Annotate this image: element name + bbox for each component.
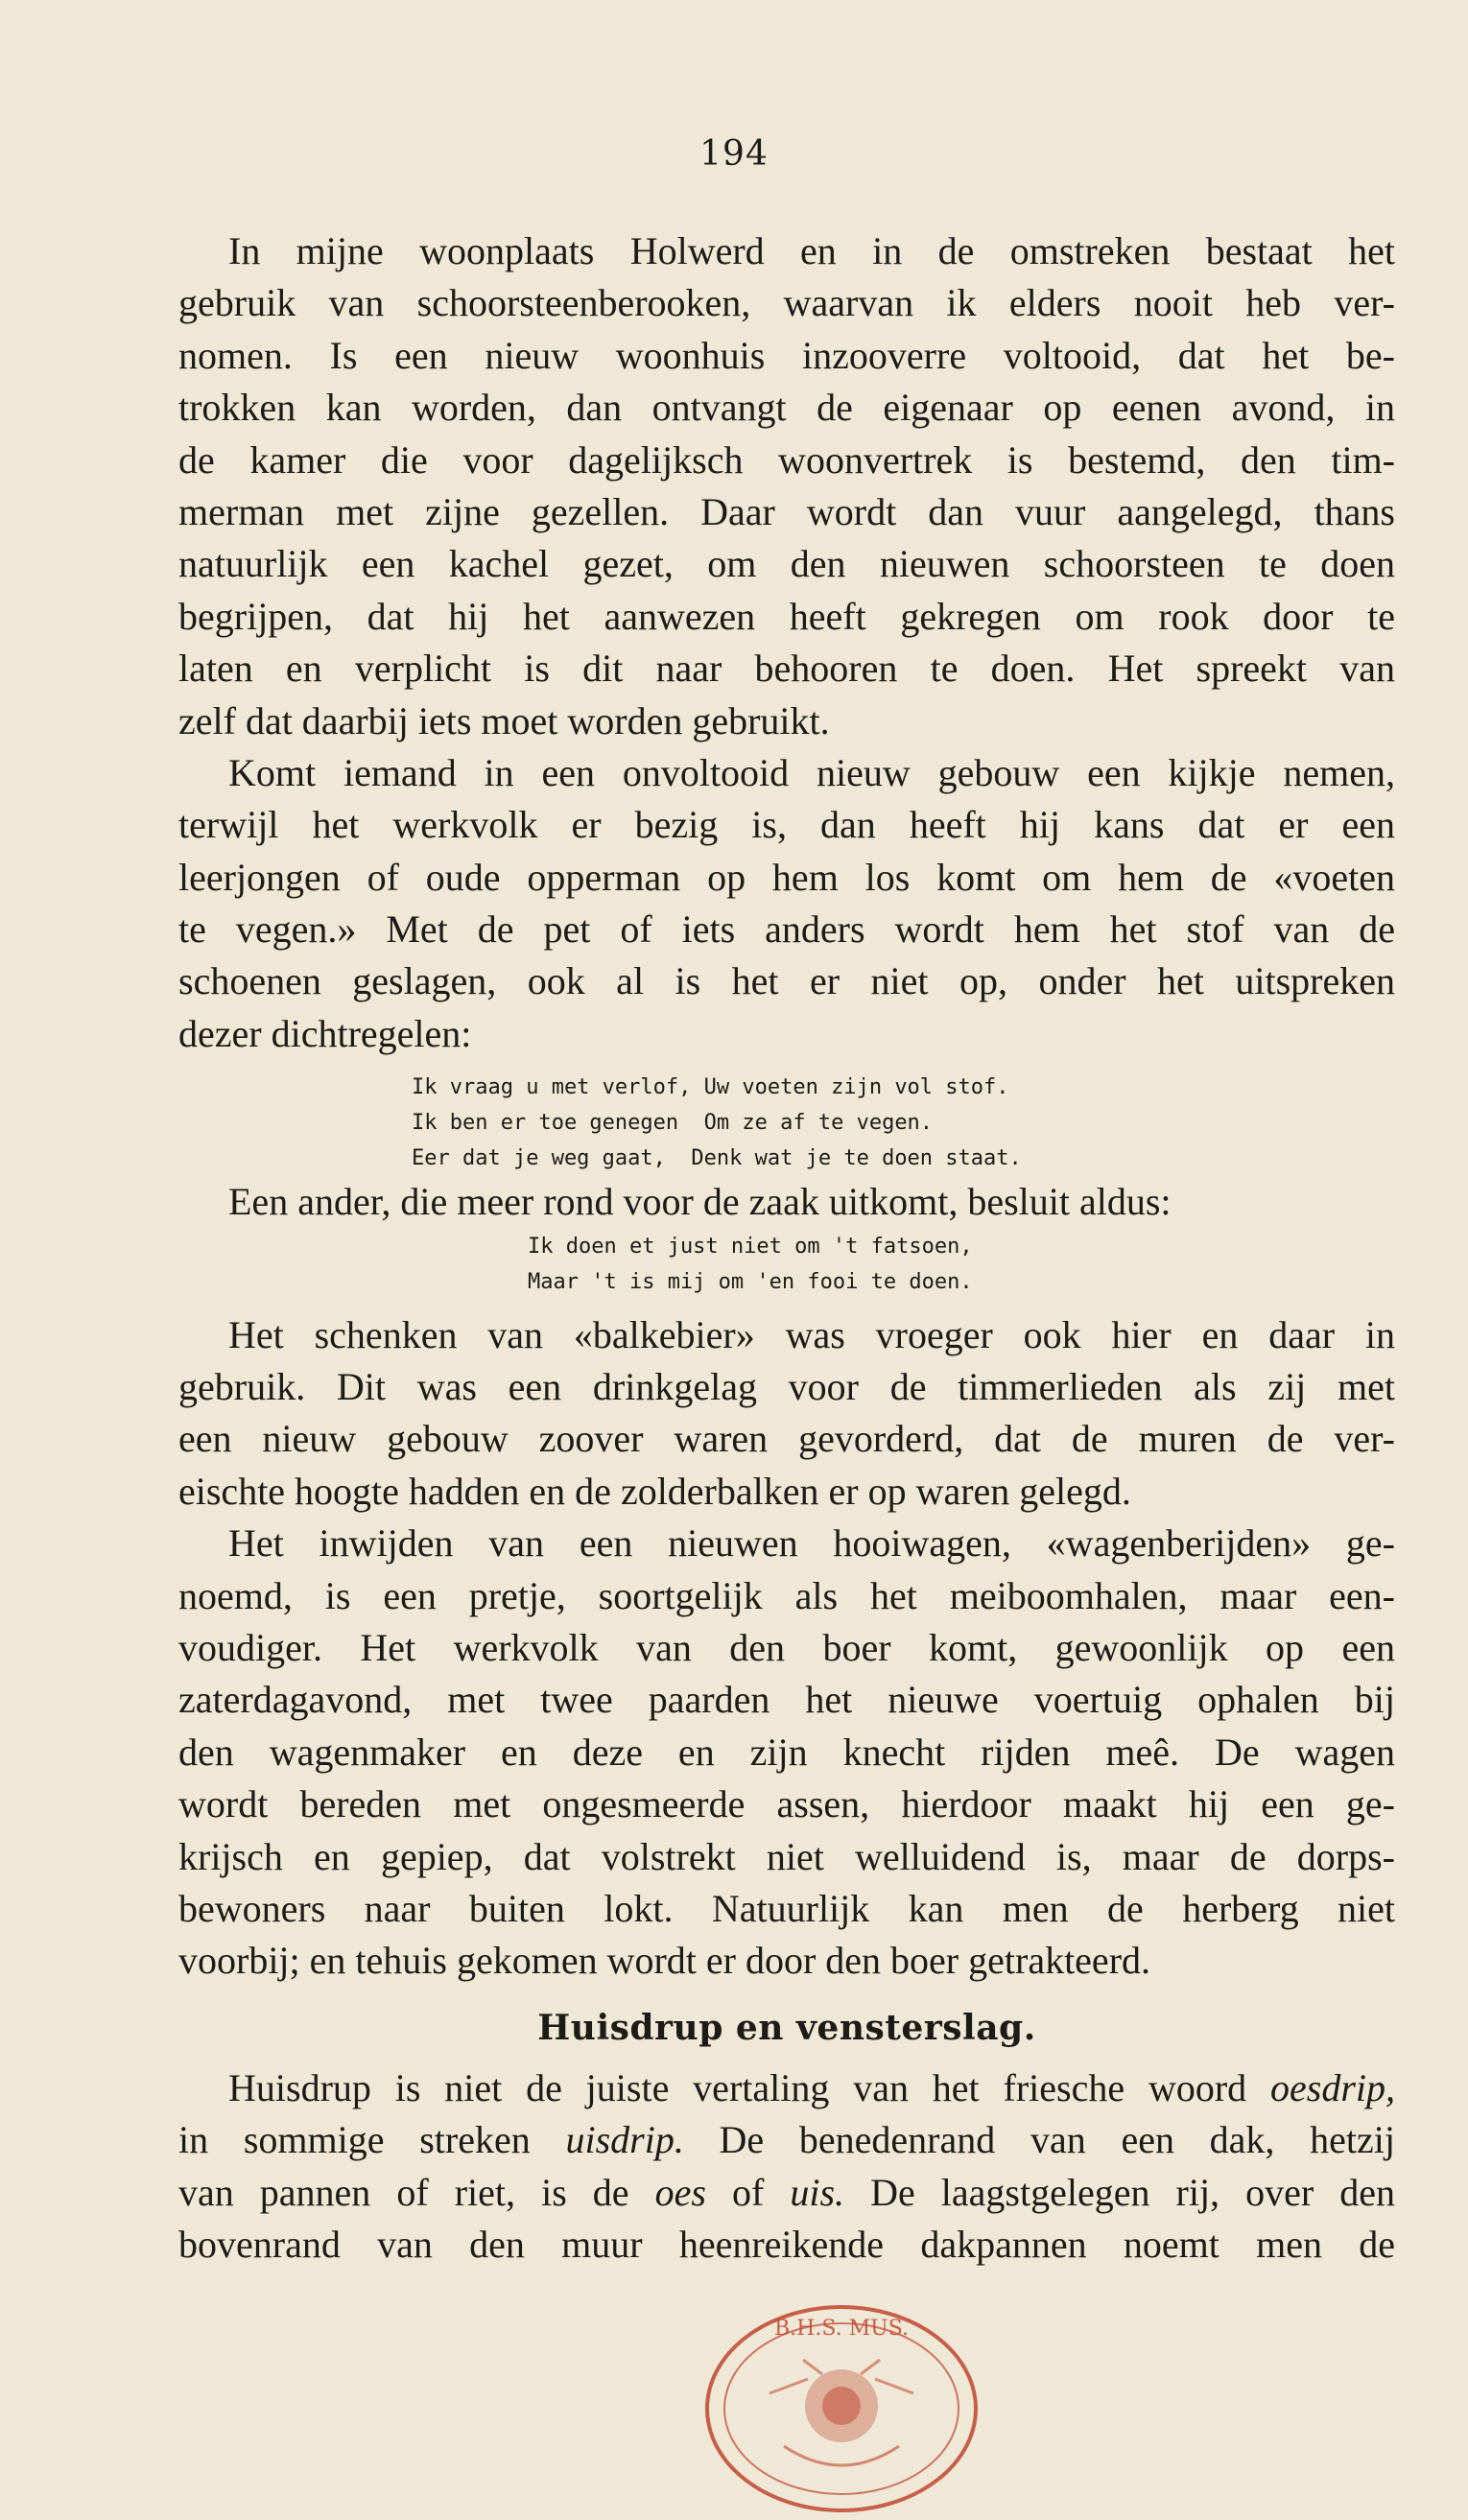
- text-run: van pannen of riet, is de: [178, 2170, 655, 2214]
- verse-block-1: [178, 1070, 1395, 1176]
- text-line: Komt iemand in een onvoltooid nieuw gebouw een kijkje nemen,: [228, 750, 1395, 794]
- text-line: voorbij; en tehuis gekomen wordt er door den boer getrakteerd.: [178, 1939, 1151, 1983]
- text-line: nomen. Is een nieuw woonhuis inzooverre voltooid, dat het be-: [178, 333, 1395, 377]
- verse-line: Eer dat je weg gaat, Denk wat je te doen staat.: [412, 1146, 1022, 1171]
- verse-line: Ik vraag u met verlof, Uw voeten zijn vol stof.: [412, 1075, 1009, 1100]
- text-line: schoenen geslagen, ook al is het er niet op, onder het uitspreken: [178, 959, 1395, 1003]
- verse-line: Ik ben er toe genegen Om ze af te vegen.: [412, 1111, 934, 1136]
- paragraph-2: [178, 747, 1395, 1060]
- text-line: [178, 2167, 1395, 2219]
- text-line: gebruik van schoorsteenberooken, waarvan ik elders nooit heb ver-: [178, 281, 1395, 325]
- text-line: de kamer die voor dagelijksch woonvertrek is bestemd, den tim-: [178, 437, 1395, 482]
- page-number: 194: [699, 134, 769, 174]
- text-line: laten en verplicht is dit naar behooren te doen. Het spreekt van: [178, 647, 1395, 691]
- paragraph-5: [178, 1518, 1395, 1988]
- verse-line: Ik doen et just niet om 't fatsoen,: [528, 1234, 973, 1259]
- text-line: bovenrand van den muur heenreikende dakpannen noemt men de: [178, 2222, 1395, 2266]
- text-line: leerjongen of oude opperman op hem los komt om hem de «voeten: [178, 855, 1395, 899]
- paragraph-1: [178, 225, 1395, 747]
- text-line: Het inwijden van een nieuwen hooiwagen, «wagenberijden» ge-: [228, 1521, 1395, 1566]
- italic-term: uisdrip.: [565, 2118, 684, 2162]
- text-line: [178, 2062, 1395, 2114]
- text-line: den wagenmaker en deze en zijn knecht rijden meê. De wagen: [178, 1730, 1395, 1774]
- text-line: natuurlijk een kachel gezet, om den nieuwen schoorsteen te doen: [178, 542, 1395, 586]
- paragraph-6: [178, 2062, 1395, 2272]
- text-line: dezer dichtregelen:: [178, 1011, 472, 1055]
- text-line: gebruik. Dit was een drinkgelag voor de timmerlieden als zij met: [178, 1365, 1395, 1409]
- text-line: zelf dat daarbij iets moet worden gebruikt.: [178, 698, 830, 742]
- text-line: bewoners naar buiten lokt. Natuurlijk kan men de herberg niet: [178, 1886, 1395, 1930]
- paragraph-4: [178, 1309, 1395, 1519]
- paragraph-3: Een ander, die meer rond voor de zaak uitkomt, besluit aldus:: [228, 1180, 1172, 1224]
- text-line: merman met zijne gezellen. Daar wordt dan vuur aangelegd, thans: [178, 489, 1395, 533]
- text-line: eischte hoogte hadden en de zolderbalken er op waren gelegd.: [178, 1469, 1131, 1513]
- text-line: noemd, is een pretje, soortgelijk als het meiboomhalen, maar een-: [178, 1573, 1395, 1617]
- text-line: trokken kan worden, dan ontvangt de eigenaar op eenen avond, in: [178, 386, 1395, 430]
- text-line: wordt bereden met ongesmeerde assen, hierdoor maakt hij een ge-: [178, 1782, 1395, 1826]
- text-line: In mijne woonplaats Holwerd en in de omstreken bestaat het: [228, 229, 1395, 272]
- library-stamp: [702, 2302, 981, 2515]
- verse-line: Maar 't is mij om 'en fooi te doen.: [528, 1269, 973, 1294]
- text-line: terwijl het werkvolk er bezig is, dan heeft hij kans dat er een: [178, 803, 1395, 847]
- body-text: [178, 225, 1395, 2271]
- text-line: zaterdagavond, met twee paarden het nieuwe voertuig ophalen bij: [178, 1678, 1395, 1722]
- text-run: De benedenrand van een dak, hetzij: [683, 2118, 1395, 2162]
- text-line: te vegen.» Met de pet of iets anders wordt hem het stof van de: [178, 907, 1395, 952]
- text-line: een nieuw gebouw zoover waren gevorderd, dat de muren de ver-: [178, 1417, 1395, 1461]
- text-line: Het schenken van «balkebier» was vroeger ook hier en daar in: [228, 1312, 1395, 1356]
- text-line: krijsch en gepiep, dat volstrekt niet welluidend is, maar de dorps-: [178, 1834, 1395, 1878]
- text-line: voudiger. Het werkvolk van den boer komt, gewoonlijk op een: [178, 1625, 1395, 1669]
- text-run: of: [705, 2170, 791, 2214]
- text-run: in sommige streken: [178, 2118, 566, 2162]
- text-line: begrijpen, dat hij het aanwezen heeft gekregen om rook door te: [178, 594, 1395, 638]
- text-run: De laagstgelegen rij, over den: [844, 2170, 1395, 2214]
- verse-block-2: [178, 1229, 1395, 1300]
- italic-term: oesdrip,: [1270, 2065, 1395, 2109]
- text-line: [178, 2114, 1395, 2166]
- italic-term: uis.: [790, 2170, 845, 2214]
- text-run: Huisdrup is niet de juiste vertaling van het friesche woord: [228, 2065, 1270, 2109]
- italic-term: oes: [654, 2170, 706, 2214]
- section-heading: Huisdrup en vensterslag.: [537, 2007, 1036, 2048]
- stamp-text: B.H.S. MUS.: [774, 2317, 909, 2341]
